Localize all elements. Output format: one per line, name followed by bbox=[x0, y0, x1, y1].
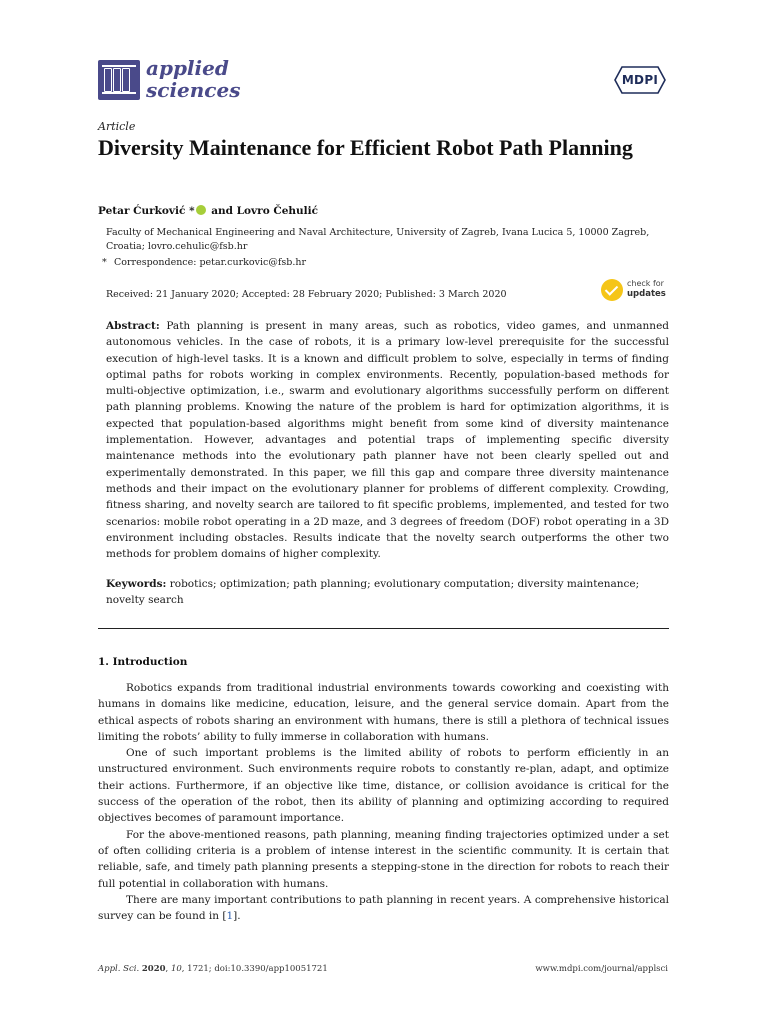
correspondence bbox=[102, 257, 307, 268]
author-2: and Lovro Čehulić bbox=[207, 205, 319, 217]
paragraph-1: Robotics expands from traditional industrial environments towards coworking and coexisting with humans in domains like medicine, education, leisure, and the general service domain. Apart from the ethical aspects of robots sharing an environment with humans, there is still a plethora of technical issues limiting the robots’ ability to fully immerse in collaboration with humans. bbox=[98, 682, 669, 743]
footer-year: 2020 bbox=[141, 964, 166, 974]
check-for-updates-badge[interactable] bbox=[601, 279, 671, 303]
author-list bbox=[98, 205, 318, 217]
keywords-text: robotics; optimization; path planning; evolutionary computation; diversity maintenance; novelty search bbox=[106, 578, 640, 606]
affiliation: Faculty of Mechanical Engineering and Naval Architecture, University of Zagreb, Ivana Lucica 5, 10000 Zagreb, Croatia; lovro.cehulic@fsb.hr bbox=[106, 227, 650, 252]
article-type: Article bbox=[98, 120, 136, 133]
correspondence-marker: * bbox=[102, 257, 107, 268]
publication-dates: Received: 21 January 2020; Accepted: 28 February 2020; Published: 3 March 2020 bbox=[106, 289, 507, 300]
footer-volume: 10 bbox=[170, 964, 182, 974]
journal-logo-mark bbox=[98, 60, 140, 100]
abstract-text: Path planning is present in many areas, such as robotics, video games, and unmanned autonomous vehicles. In the case of robots, it is a primary low-level prerequisite for the successful execution of high-level tasks. It is a known and difficult problem to solve, especially in terms of finding optimal paths for robots working in complex environments. Recently, population-based methods for multi-objective optimization, i.e., swarm and evolutionary algorithms successfully perform on different path planning problems. Knowing the nature of the problem is hard for optimization algorithms, it is expected that population-based algorithms might benefit from some kind of diversity maintenance implementation. However, advantages and potential traps of implementing specific diversity maintenance methods into the evolutionary path planner have not been clearly spelled out and experimentally demonstrated. In this paper, we fill this gap and compare three diversity maintenance methods and their impact on the evolutionary planner for problems of different complexity. Crowding, fitness sharing, and novelty search are tailored to fit specific problems, implemented, and tested for two scenarios: mobile robot operating in a 2D maze, and 3 degrees of freedom (DOF) robot operating in a 3D environment including obstacles. Results indicate that the novelty search outperforms the other two methods for problem domains of higher complexity. bbox=[106, 320, 670, 561]
correspondence-text: Correspondence: petar.curkovic@fsb.hr bbox=[114, 257, 307, 268]
citation-link[interactable]: 1 bbox=[226, 910, 234, 923]
check-updates-icon bbox=[601, 279, 623, 301]
publisher-logo bbox=[614, 66, 666, 94]
check-updates-line1: check for bbox=[627, 279, 664, 288]
paragraph-2: One of such important problems is the limited ability of robots to perform efficiently in an unstructured environment. Such environments require robots to constantly re-plan, adapt, and optimize their actions. Furthermore, if an objective like time, distance, or collision avoidance is critical for the success of the operation of the robot, then its ability of planning and optimizing according to required objectives becomes of paramount importance. bbox=[98, 747, 669, 825]
paragraph-3: For the above-mentioned reasons, path planning, meaning finding trajectories optimized under a set of often colliding criteria is a problem of intense interest in the scientific community. It is certain that reliable, safe, and timely path planning presents a stepping-stone in the direction for robots to reach their full potential in collaboration with humans. bbox=[98, 828, 669, 890]
paragraph-4-end: ]. bbox=[233, 910, 241, 923]
footer-doi: , 1721; doi:10.3390/app10051721 bbox=[181, 964, 328, 974]
journal-name-line2: sciences bbox=[146, 78, 241, 102]
orcid-icon[interactable] bbox=[196, 205, 206, 215]
section-heading: 1. Introduction bbox=[98, 656, 188, 668]
section-divider bbox=[98, 628, 669, 629]
article-title: Diversity Maintenance for Efficient Robot Path Planning bbox=[98, 135, 633, 160]
paragraph-4 bbox=[98, 892, 669, 925]
footer-journal-abbr: Appl. Sci. bbox=[98, 964, 140, 974]
journal-logo bbox=[98, 56, 241, 104]
footer-url[interactable]: www.mdpi.com/journal/applsci bbox=[535, 964, 668, 974]
journal-name-line1: applied bbox=[146, 56, 229, 80]
check-updates-line2: updates bbox=[627, 289, 666, 299]
abstract-label: Abstract: bbox=[106, 320, 160, 332]
author-1: Petar Ćurković * bbox=[98, 205, 195, 217]
paragraph-4-text: There are many important contributions to path planning in recent years. A comprehensive historical survey can be found in [ bbox=[98, 893, 669, 923]
keywords-label: Keywords: bbox=[106, 578, 167, 590]
abstract bbox=[106, 318, 669, 562]
introduction-body bbox=[98, 680, 669, 924]
footer-citation: Appl. Sci. 2020, 10, 1721; doi:10.3390/app10051721 bbox=[98, 964, 328, 974]
publisher-name: MDPI bbox=[621, 73, 659, 87]
keywords bbox=[106, 576, 669, 608]
